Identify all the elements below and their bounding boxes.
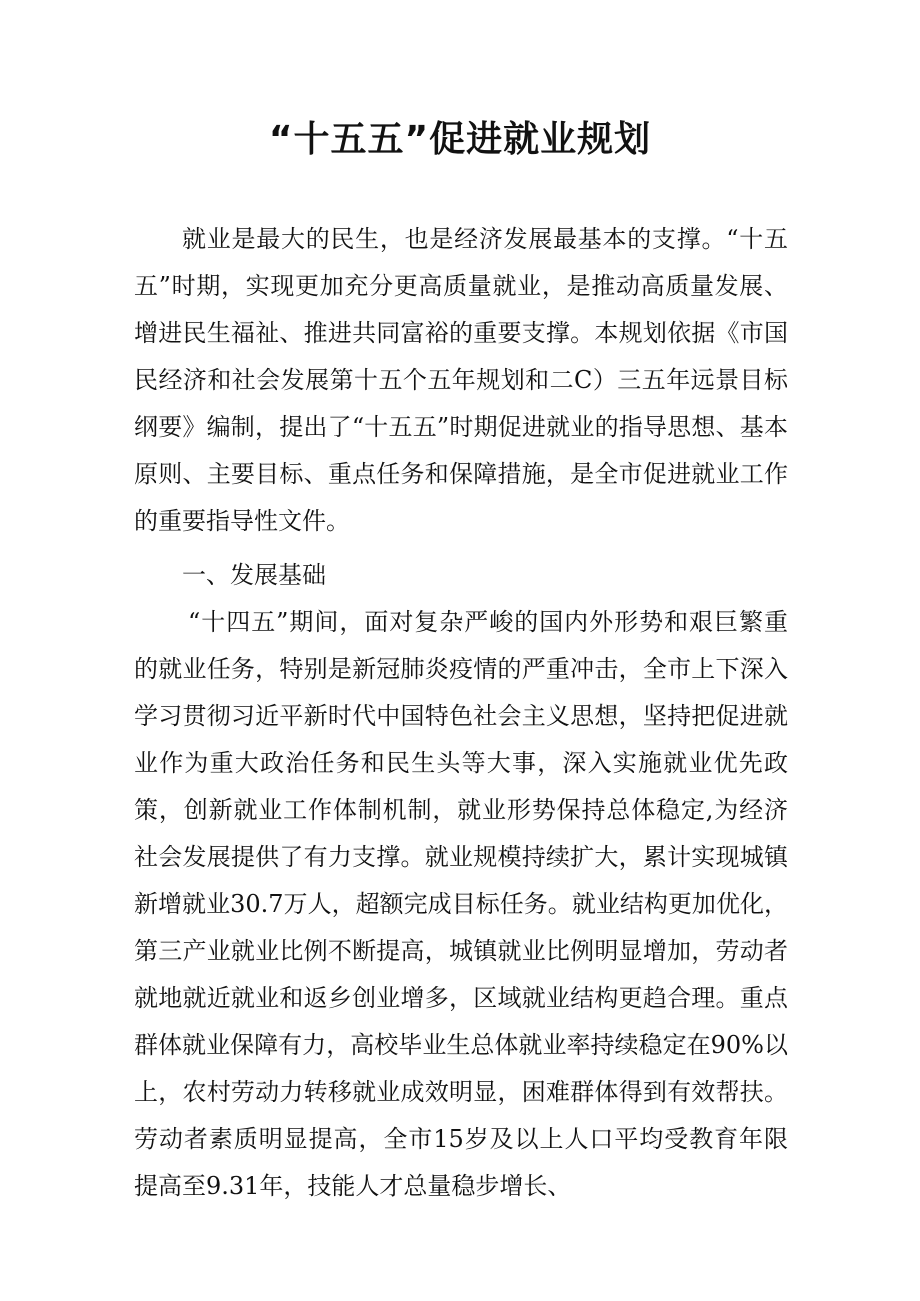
section-paragraph-development-foundation: “十四五”期间，面对复杂严峻的国内外形势和艰巨繁重的就业任务，特别是新冠肺炎疫情的严重冲击，全市上下深入学习贯彻习近平新时代中国特色社会主义思想，坚持把促进就业作为重大政治任务和民生头等大事，深入实施就业优先政策，创新就业工作体制机制，就业形势保持总体稳定,为经济社会发展提供了有力支撑。就业规模持续扩大，累计实现城镇新增就业30.7万人，超额完成目标任务。就业结构更加优化，第三产业就业比例不断提高，城镇就业比例明显增加，劳动者就地就近就业和返乡创业增多，区域就业结构更趋合理。重点群体就业保障有力，高校毕业生总体就业率持续稳定在90%以上，农村劳动力转移就业成效明显，困难群体得到有效帮扶。劳动者素质明显提高，全市15岁及以上人口平均受教育年限提高至9.31年，技能人才总量稳步增长、	[134, 608, 788, 1200]
section-heading-development-foundation: 一、发展基础	[182, 561, 326, 589]
document-title: “十五五”促进就业规划	[268, 119, 652, 160]
intro-paragraph: 就业是最大的民生，也是经济发展最基本的支撑。“十五五”时期，实现更加充分更高质量就业，是推动高质量发展、增进民生福祉、推进共同富裕的重要支撑。本规划依据《市国民经济和社会发展第十五个五年规划和二C）三五年远景目标纲要》编制，提出了“十五五”时期促进就业的指导思想、基本原则、主要目标、重点任务和保障措施，是全市促进就业工作的重要指导性文件。	[134, 225, 788, 535]
